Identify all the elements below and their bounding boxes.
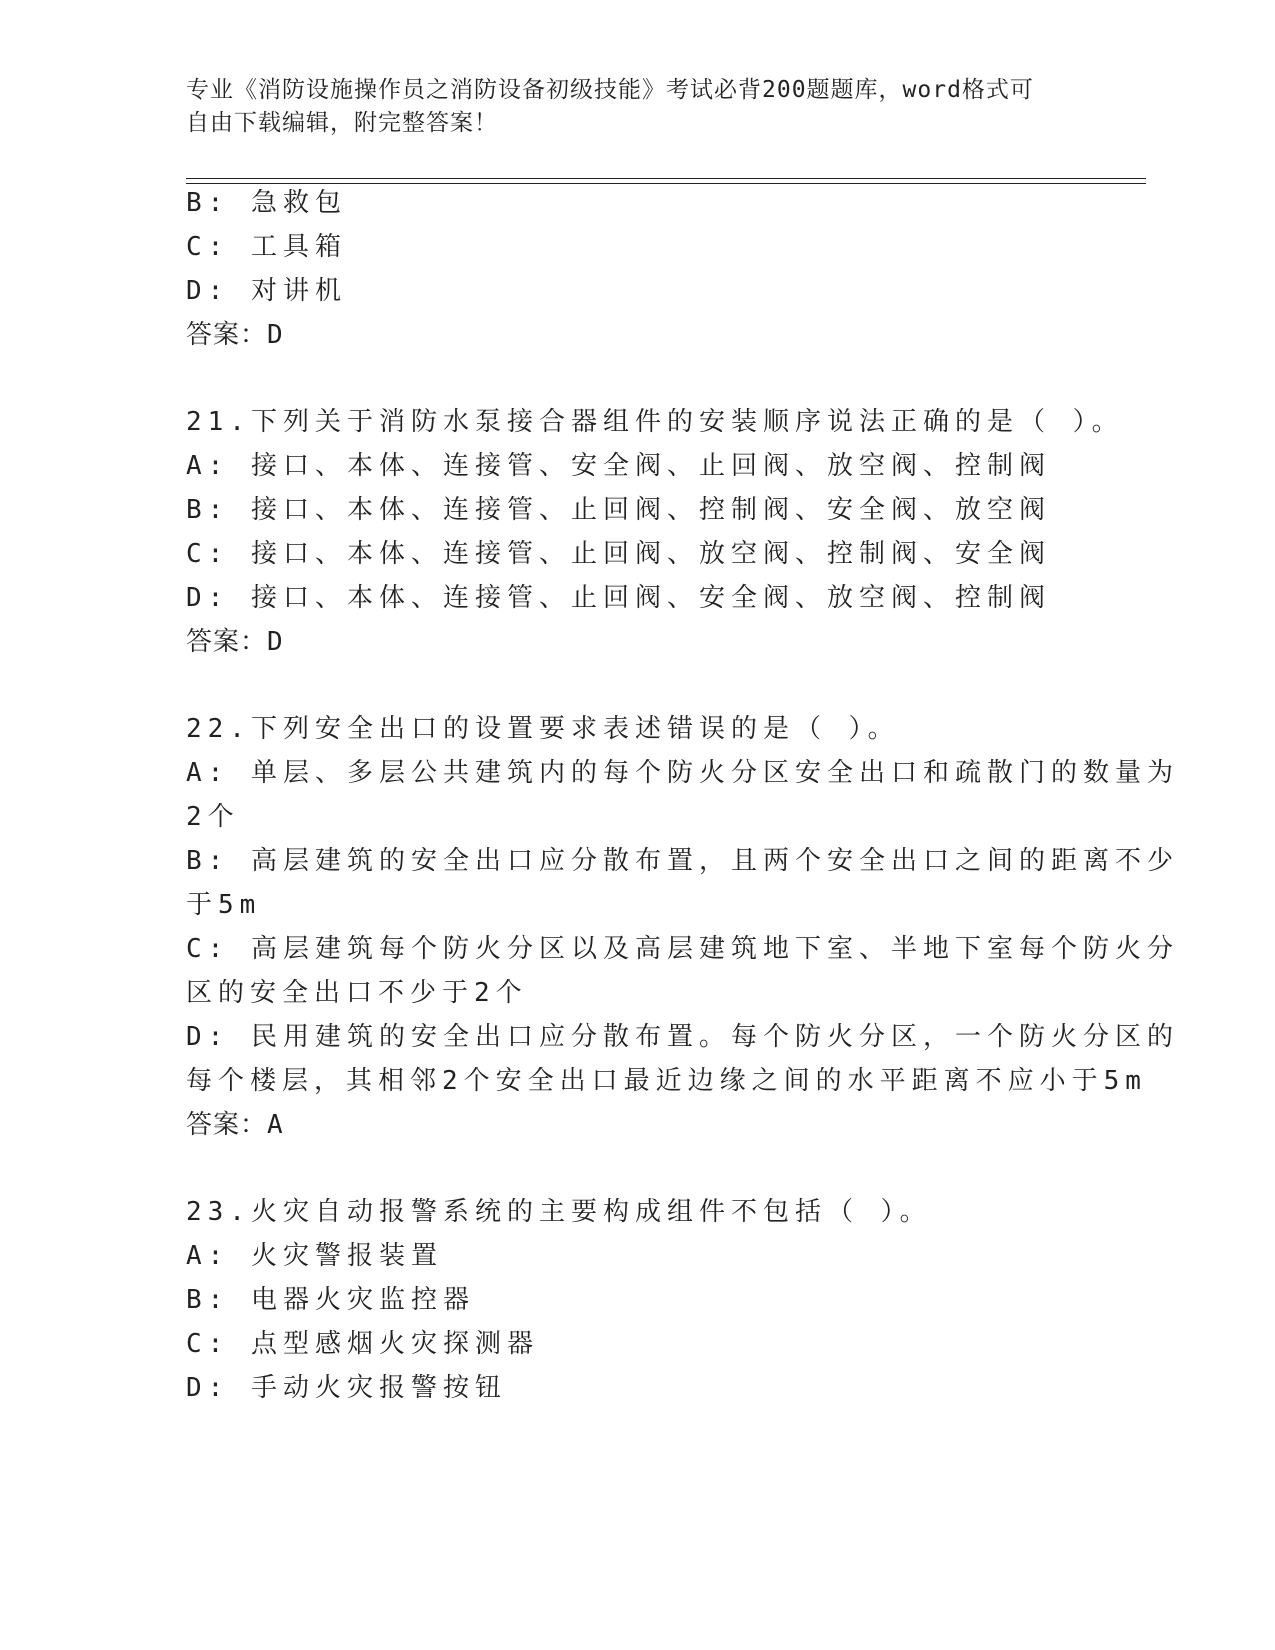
q21-option-a: A: 接口、本体、连接管、安全阀、止回阀、放空阀、控制阀 bbox=[186, 451, 1051, 481]
q21-answer: 答案：D bbox=[186, 627, 284, 657]
q21-option-c: C: 接口、本体、连接管、止回阀、放空阀、控制阀、安全阀 bbox=[186, 539, 1051, 569]
q22-option-b-line-2: 于5m bbox=[186, 890, 262, 920]
q23-option-c: C: 点型感烟火灾探测器 bbox=[186, 1329, 539, 1359]
header-divider-bottom bbox=[186, 183, 1146, 184]
q22-option-c-line-1: C: 高层建筑每个防火分区以及高层建筑地下室、半地下室每个防火分 bbox=[186, 934, 1179, 964]
q23-option-a: A: 火灾警报装置 bbox=[186, 1241, 443, 1271]
header-line-2: 自由下载编辑，附完整答案！ bbox=[186, 110, 498, 136]
q22-answer: 答案：A bbox=[186, 1110, 284, 1140]
q22-option-a-line-2: 2个 bbox=[186, 802, 240, 832]
answer: 答案：D bbox=[186, 320, 284, 350]
q22-option-b-line-1: B: 高层建筑的安全出口应分散布置，且两个安全出口之间的距离不少 bbox=[186, 846, 1179, 876]
header-line-1: 专业《消防设施操作员之消防设备初级技能》考试必背200题题库，word格式可 bbox=[186, 77, 1034, 103]
q22-option-a-line-1: A: 单层、多层公共建筑内的每个防火分区安全出口和疏散门的数量为 bbox=[186, 758, 1179, 788]
question-22: 22.下列安全出口的设置要求表述错误的是（ ）。 bbox=[186, 714, 900, 744]
q22-option-d-line-2: 每个楼层，其相邻2个安全出口最近边缘之间的水平距离不应小于5m bbox=[186, 1066, 1147, 1096]
q22-option-c-line-2: 区的安全出口不少于2个 bbox=[186, 978, 528, 1008]
question-21: 21.下列关于消防水泵接合器组件的安装顺序说法正确的是（ ）。 bbox=[186, 407, 1124, 437]
option-d: D: 对讲机 bbox=[186, 276, 347, 306]
header-divider-top bbox=[186, 178, 1146, 179]
option-c: C: 工具箱 bbox=[186, 232, 347, 262]
q21-option-b: B: 接口、本体、连接管、止回阀、控制阀、安全阀、放空阀 bbox=[186, 495, 1051, 525]
question-23: 23.火灾自动报警系统的主要构成组件不包括（ ）。 bbox=[186, 1197, 932, 1227]
q22-option-d-line-1: D: 民用建筑的安全出口应分散布置。每个防火分区，一个防火分区的 bbox=[186, 1022, 1179, 1052]
q23-option-b: B: 电器火灾监控器 bbox=[186, 1285, 475, 1315]
q23-option-d: D: 手动火灾报警按钮 bbox=[186, 1373, 507, 1403]
document-header bbox=[186, 74, 1066, 140]
q21-option-d: D: 接口、本体、连接管、止回阀、安全阀、放空阀、控制阀 bbox=[186, 583, 1051, 613]
option-b: B: 急救包 bbox=[186, 188, 347, 218]
